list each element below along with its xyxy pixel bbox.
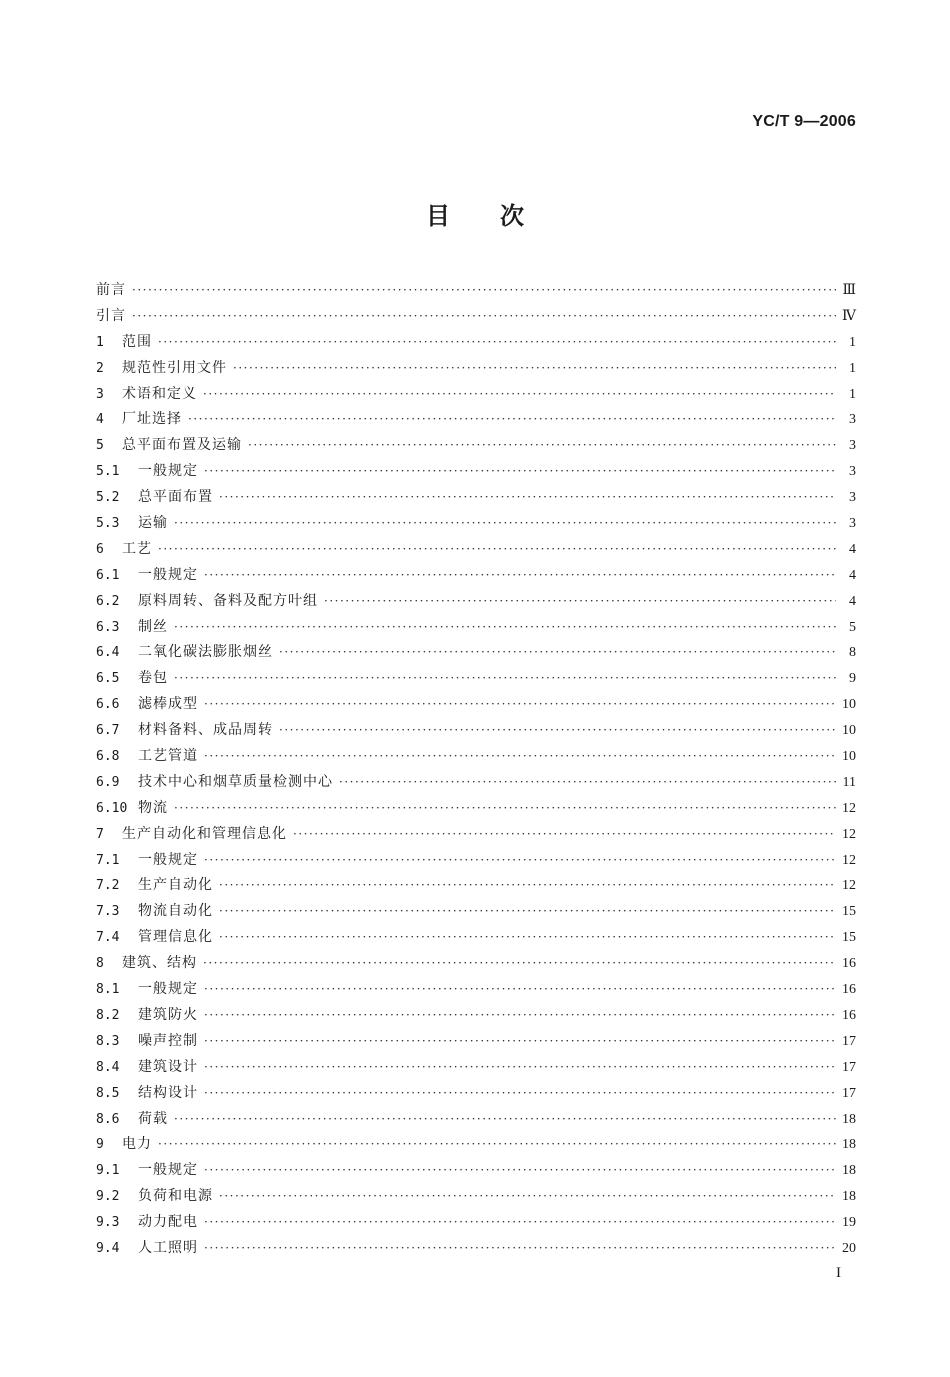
toc-entry-title: 规范性引用文件 <box>122 359 227 376</box>
toc-entry-page: 17 <box>842 1085 856 1101</box>
toc-entry-title: 一般规定 <box>138 1162 198 1179</box>
toc-entry[interactable] <box>96 537 856 563</box>
toc-entry-title: 引言 <box>96 307 126 324</box>
page-title-char-2: 次 <box>500 202 524 230</box>
toc-entry[interactable] <box>96 278 856 304</box>
toc-entry[interactable] <box>96 356 856 382</box>
toc-entry-number: 5.1 <box>96 464 120 480</box>
toc-entry-page: 3 <box>849 464 856 480</box>
toc-entry-number: 6.6 <box>96 697 120 713</box>
toc-entry-title: 物流 <box>138 799 168 816</box>
toc-entry-page: 16 <box>842 1007 856 1023</box>
toc-dot-leader <box>204 1029 836 1055</box>
toc-entry-number: 6.10 <box>96 800 128 816</box>
toc-entry[interactable] <box>96 692 856 718</box>
toc-entry-title: 管理信息化 <box>138 929 213 946</box>
toc-entry[interactable] <box>96 718 856 744</box>
toc-dot-leader <box>293 822 836 848</box>
toc-entry-page: 19 <box>842 1215 856 1231</box>
toc-dot-leader <box>203 382 836 408</box>
toc-entry-page: 8 <box>849 645 856 661</box>
toc-entry-number: 6.1 <box>96 567 120 583</box>
page-number: I <box>836 1265 841 1281</box>
toc-entry-title: 生产自动化和管理信息化 <box>122 825 287 842</box>
toc-entry-number: 9.4 <box>96 1240 120 1256</box>
toc-entry[interactable] <box>96 459 856 485</box>
toc-entry[interactable] <box>96 1132 856 1158</box>
page-title <box>0 196 950 231</box>
toc-entry-title: 厂址选择 <box>122 411 182 428</box>
toc-entry-number: 6 <box>96 541 104 557</box>
toc-entry-title: 材料备料、成品周转 <box>138 722 273 739</box>
toc-dot-leader <box>204 563 836 589</box>
toc-dot-leader <box>233 356 836 382</box>
toc-entry-title: 建筑设计 <box>138 1058 198 1075</box>
toc-entry[interactable] <box>96 1029 856 1055</box>
toc-entry-number: 5 <box>96 438 104 454</box>
toc-entry-page: 4 <box>849 541 856 557</box>
toc-entry-page: 1 <box>849 386 856 402</box>
toc-entry[interactable] <box>96 925 856 951</box>
toc-entry-page: 3 <box>849 490 856 506</box>
toc-entry[interactable] <box>96 822 856 848</box>
toc-entry-page: 3 <box>849 516 856 532</box>
toc-dot-leader <box>219 925 836 951</box>
toc-entry-number: 8.4 <box>96 1059 120 1075</box>
toc-entry-page: 18 <box>842 1163 856 1179</box>
toc-entry-title: 原料周转、备料及配方叶组 <box>138 592 318 609</box>
toc-entry-number: 7.1 <box>96 852 120 868</box>
toc-entry-number: 7.3 <box>96 904 120 920</box>
toc-entry[interactable] <box>96 977 856 1003</box>
toc-dot-leader <box>204 977 836 1003</box>
toc-entry-page: 12 <box>842 800 856 816</box>
toc-entry-title: 建筑、结构 <box>122 955 197 972</box>
toc-entry-title: 总平面布置及运输 <box>122 437 242 454</box>
toc-entry-page: 17 <box>842 1033 856 1049</box>
toc-entry[interactable] <box>96 433 856 459</box>
toc-dot-leader <box>158 330 836 356</box>
toc-entry-page: 3 <box>849 412 856 428</box>
toc-entry-page: 11 <box>842 774 856 790</box>
toc-entry[interactable] <box>96 407 856 433</box>
toc-entry[interactable] <box>96 304 856 330</box>
toc-entry-page: 18 <box>842 1189 856 1205</box>
toc-entry-title: 滤棒成型 <box>138 696 198 713</box>
toc-entry-page: 1 <box>849 360 856 376</box>
toc-entry-title: 二氧化碳法膨胀烟丝 <box>138 644 273 661</box>
toc-entry-number: 1 <box>96 334 104 350</box>
toc-entry-page: 12 <box>842 852 856 868</box>
toc-entry-number: 9.2 <box>96 1189 120 1205</box>
toc-dot-leader <box>132 304 836 330</box>
toc-entry-title: 技术中心和烟草质量检测中心 <box>138 773 333 790</box>
toc-entry-page: 18 <box>842 1137 856 1153</box>
toc-entry-number: 9.1 <box>96 1163 120 1179</box>
toc-dot-leader <box>204 1081 836 1107</box>
toc-entry-page: 20 <box>842 1240 856 1256</box>
toc-entry-page: Ⅳ <box>842 308 856 324</box>
toc-entry-title: 前言 <box>96 282 126 298</box>
toc-entry-title: 动力配电 <box>138 1214 198 1231</box>
toc-dot-leader <box>203 951 836 977</box>
toc-dot-leader <box>219 1184 836 1210</box>
toc-dot-leader <box>158 1132 836 1158</box>
toc-entry-title: 物流自动化 <box>138 903 213 920</box>
toc-entry-page: 15 <box>842 930 856 946</box>
toc-dot-leader <box>248 433 836 459</box>
toc-dot-leader <box>174 615 836 641</box>
toc-dot-leader <box>204 1003 836 1029</box>
toc-entry-number: 8.6 <box>96 1111 120 1127</box>
toc-entry-title: 建筑防火 <box>138 1006 198 1023</box>
toc-dot-leader <box>204 848 836 874</box>
toc-entry-page: 4 <box>849 593 856 609</box>
toc-entry-title: 生产自动化 <box>138 877 213 894</box>
toc-entry-title: 总平面布置 <box>138 489 213 506</box>
toc-entry[interactable] <box>96 899 856 925</box>
toc-dot-leader <box>132 278 836 304</box>
toc-entry-page: 15 <box>842 904 856 920</box>
toc-entry-page: 3 <box>849 438 856 454</box>
toc-entry[interactable] <box>96 770 856 796</box>
toc-entry[interactable] <box>96 951 856 977</box>
toc-entry-title: 工艺管道 <box>138 748 198 765</box>
toc-entry-page: 9 <box>849 671 856 687</box>
toc-entry[interactable] <box>96 640 856 666</box>
toc-dot-leader <box>279 640 836 666</box>
toc-entry-title: 术语和定义 <box>122 385 197 402</box>
toc-entry[interactable] <box>96 1158 856 1184</box>
toc-dot-leader <box>174 796 836 822</box>
toc-entry[interactable] <box>96 1055 856 1081</box>
toc-entry-title: 工艺 <box>122 540 152 557</box>
toc-entry-page: 4 <box>849 567 856 583</box>
toc-dot-leader <box>204 1158 836 1184</box>
toc-entry-number: 7.2 <box>96 878 120 894</box>
toc-entry-title: 卷包 <box>138 670 168 687</box>
toc-entry-page: 10 <box>842 749 856 765</box>
toc-entry-title: 负荷和电源 <box>138 1188 213 1205</box>
toc-entry[interactable] <box>96 1081 856 1107</box>
toc-entry-number: 5.3 <box>96 516 120 532</box>
toc-entry-page: 1 <box>849 334 856 350</box>
toc-entry-number: 8.5 <box>96 1085 120 1101</box>
toc-entry-number: 7.4 <box>96 930 120 946</box>
toc-entry-title: 一般规定 <box>138 463 198 480</box>
toc-entry-number: 6.7 <box>96 723 120 739</box>
toc-entry[interactable] <box>96 563 856 589</box>
toc-dot-leader <box>174 666 836 692</box>
toc-entry-page: 5 <box>849 619 856 635</box>
toc-entry[interactable] <box>96 873 856 899</box>
toc-entry-number: 5.2 <box>96 490 120 506</box>
toc-dot-leader <box>339 770 836 796</box>
toc-entry-number: 6.2 <box>96 593 120 609</box>
toc-entry-page: 10 <box>842 697 856 713</box>
toc-entry-title: 运输 <box>138 515 168 532</box>
toc-entry[interactable] <box>96 1107 856 1133</box>
toc-dot-leader <box>204 744 836 770</box>
toc-entry[interactable] <box>96 1184 856 1210</box>
toc-entry-page: 16 <box>842 956 856 972</box>
toc-dot-leader <box>219 899 836 925</box>
toc-entry-title: 人工照明 <box>138 1239 198 1256</box>
toc-dot-leader <box>204 459 836 485</box>
toc-dot-leader <box>158 537 836 563</box>
toc-entry-page: 17 <box>842 1059 856 1075</box>
toc-dot-leader <box>174 511 836 537</box>
toc-dot-leader <box>204 1055 836 1081</box>
toc-entry[interactable] <box>96 848 856 874</box>
toc-entry-number: 9 <box>96 1137 104 1153</box>
toc-entry[interactable] <box>96 796 856 822</box>
toc-entry[interactable] <box>96 382 856 408</box>
toc-dot-leader <box>279 718 836 744</box>
toc-entry[interactable] <box>96 511 856 537</box>
toc-entry-title: 制丝 <box>138 618 168 635</box>
toc-entry-number: 4 <box>96 412 104 428</box>
toc-entry-number: 2 <box>96 360 104 376</box>
toc-entry-title: 荷载 <box>138 1110 168 1127</box>
toc-dot-leader <box>204 692 836 718</box>
toc-entry-number: 8.2 <box>96 1007 120 1023</box>
toc-entry-number: 6.4 <box>96 645 120 661</box>
toc-dot-leader <box>219 485 836 511</box>
standard-code: YC/T 9—2006 <box>752 113 856 130</box>
toc-entry[interactable] <box>96 589 856 615</box>
table-of-contents <box>96 278 856 1262</box>
toc-entry-page: 12 <box>842 826 856 842</box>
toc-dot-leader <box>204 1236 836 1262</box>
toc-entry-number: 8 <box>96 956 104 972</box>
toc-entry[interactable] <box>96 1236 856 1262</box>
page-title-char-1: 目 <box>426 202 450 230</box>
toc-entry-number: 8.3 <box>96 1033 120 1049</box>
toc-entry-number: 6.8 <box>96 749 120 765</box>
toc-entry-number: 6.3 <box>96 619 120 635</box>
toc-dot-leader <box>174 1107 836 1133</box>
toc-entry-page: 12 <box>842 878 856 894</box>
toc-dot-leader <box>188 407 836 433</box>
toc-entry[interactable] <box>96 666 856 692</box>
toc-entry-number: 9.3 <box>96 1215 120 1231</box>
toc-entry-number: 6.9 <box>96 774 120 790</box>
toc-entry-number: 3 <box>96 386 104 402</box>
toc-entry-title: 结构设计 <box>138 1084 198 1101</box>
toc-entry-page: 10 <box>842 723 856 739</box>
toc-entry-title: 一般规定 <box>138 566 198 583</box>
toc-entry[interactable] <box>96 330 856 356</box>
toc-entry[interactable] <box>96 1210 856 1236</box>
toc-entry[interactable] <box>96 615 856 641</box>
toc-dot-leader <box>219 873 836 899</box>
toc-entry-title: 电力 <box>122 1136 152 1153</box>
toc-entry-title: 范围 <box>122 333 152 350</box>
toc-dot-leader <box>324 589 836 615</box>
toc-entry[interactable] <box>96 1003 856 1029</box>
toc-entry-number: 8.1 <box>96 982 120 998</box>
toc-entry-page: Ⅲ <box>842 283 856 298</box>
toc-entry[interactable] <box>96 485 856 511</box>
toc-dot-leader <box>204 1210 836 1236</box>
toc-entry-number: 6.5 <box>96 671 120 687</box>
toc-entry-title: 一般规定 <box>138 981 198 998</box>
toc-entry-title: 噪声控制 <box>138 1032 198 1049</box>
toc-entry-title: 一般规定 <box>138 851 198 868</box>
toc-entry-number: 7 <box>96 826 104 842</box>
toc-entry-page: 18 <box>842 1111 856 1127</box>
toc-entry-page: 16 <box>842 982 856 998</box>
toc-entry[interactable] <box>96 744 856 770</box>
